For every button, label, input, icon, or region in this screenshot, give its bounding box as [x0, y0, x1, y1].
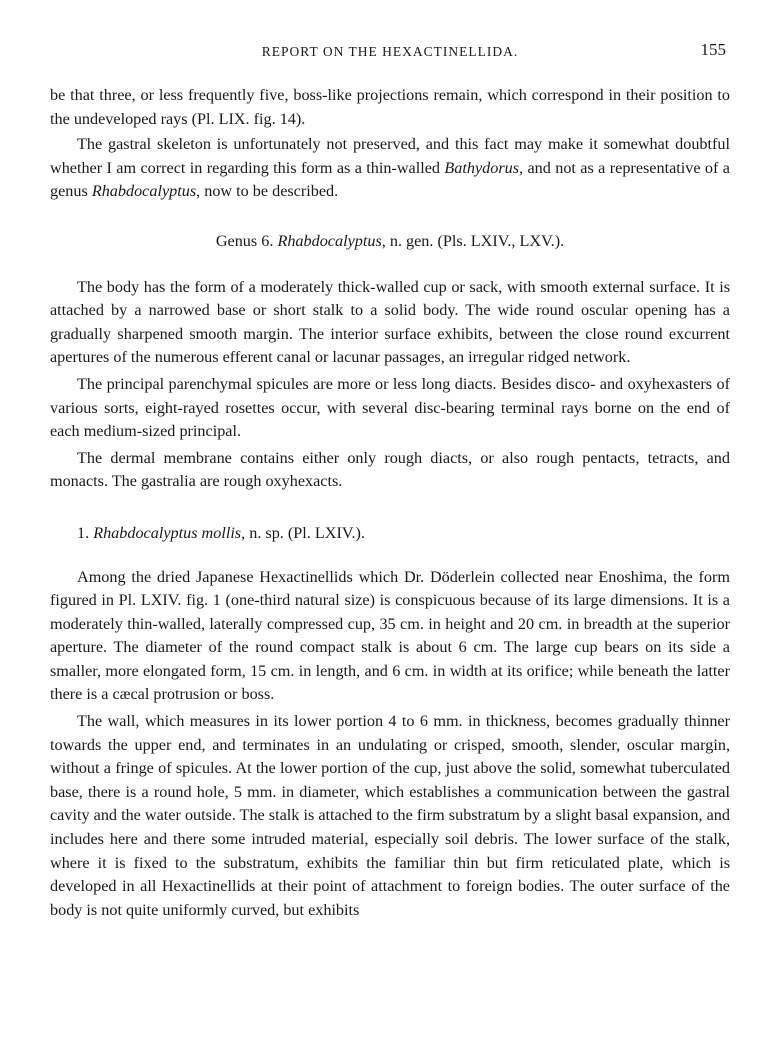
continued-paragraph: be that three, or less frequently five, boss-like projections remain, which correspond in their position to the undeveloped rays (Pl. LIX. fig. 14).: [50, 86, 730, 128]
paragraph-text: The gastral skeleton is unfortunately not preserved, and this fact may make it somewhat doubtful whether I am correct in regarding this form as a thin-walled: [50, 135, 730, 177]
page-number: 155: [700, 40, 726, 59]
species-description: [50, 566, 730, 923]
gastral-skeleton-paragraph: [50, 133, 730, 204]
species-heading: [50, 522, 730, 546]
genus-name-bathydorus: Bathydorus: [444, 158, 520, 177]
genus-heading-suffix: , n. gen. (Pls. LXIV., LXV.).: [381, 231, 565, 250]
genus-description: [50, 276, 730, 494]
specimen-paragraph: Among the dried Japanese Hexactinellids which Dr. Döderlein collected near Enoshima, the form figured in Pl. LXIV. fig. 1 (one-third natural size) is conspicuous because of its large dimensions. It is a moderately thin-walled, laterally compressed cup, 35 cm. in height and 20 cm. in breadth at the superior aperture. The diameter of the round compact stalk is about 6 cm. The large cup bears on its side a smaller, more elongated form, 15 cm. in length, and 6 cm. in width at its orifice; while beneath the latter there is a cæcal protrusion or boss.: [50, 567, 730, 704]
continuation-section: [50, 84, 730, 204]
genus-heading: [50, 230, 730, 254]
dermal-membrane-paragraph: The dermal membrane contains either only rough diacts, or also rough pentacts, tetracts, and monacts. The gastralia are rough oxyhexacts.: [50, 448, 730, 491]
wall-paragraph: The wall, which measures in its lower portion 4 to 6 mm. in thickness, becomes gradually thinner towards the upper end, and terminates in an undulating or crisped, smooth, slender, oscular margin, without a fringe of spicules. At the lower portion of the cup, just above the solid, somewhat tuberculated base, there is a round hole, 5 mm. in diameter, which establishes a communication between the gastral cavity and the water outside. The stalk is attached to the firm substratum by a slight basal expansion, and includes here and there some intruded material, especially soil debris. The lower surface of the stalk, where it is fixed to the substratum, exhibits the familiar thin but firm reticulated plate, which is developed in all Hexactinellids at their point of attachment to foreign bodies. The outer surface of the body is not quite uniformly curved, but exhibits: [50, 712, 730, 919]
species-heading-name: Rhabdocalyptus mollis: [93, 523, 242, 542]
running-title: REPORT ON THE HEXACTINELLIDA.: [261, 44, 519, 59]
paragraph-text: , now to be described.: [196, 182, 339, 201]
genus-name-rhabdocalyptus: Rhabdocalyptus: [91, 182, 197, 201]
species-heading-prefix: 1.: [77, 523, 94, 542]
body-form-paragraph: The body has the form of a moderately thick-walled cup or sack, with smooth external surface. It is attached by a narrowed base or short stalk to a solid body. The wide round oscular opening has a gradually sharpened smooth margin. The interior surface exhibits, between the close round excurrent apertures of the numerous efferent canal or lacunar passages, an irregular ridged network.: [50, 277, 730, 367]
genus-heading-prefix: Genus 6.: [215, 231, 278, 250]
genus-heading-name: Rhabdocalyptus: [277, 231, 382, 250]
species-heading-suffix: , n. sp. (Pl. LXIV.).: [241, 523, 365, 542]
running-header: [50, 38, 730, 62]
paragraph-text: , and not as a representative of a genus: [50, 158, 730, 201]
spicules-paragraph: The principal parenchymal spicules are more or less long diacts. Besides disco- and oxyhexasters of various sorts, eight-rayed rosettes occur, with several disc-bearing terminal rays borne on the end of each medium-sized principal.: [50, 374, 730, 441]
document-page: [50, 38, 730, 922]
